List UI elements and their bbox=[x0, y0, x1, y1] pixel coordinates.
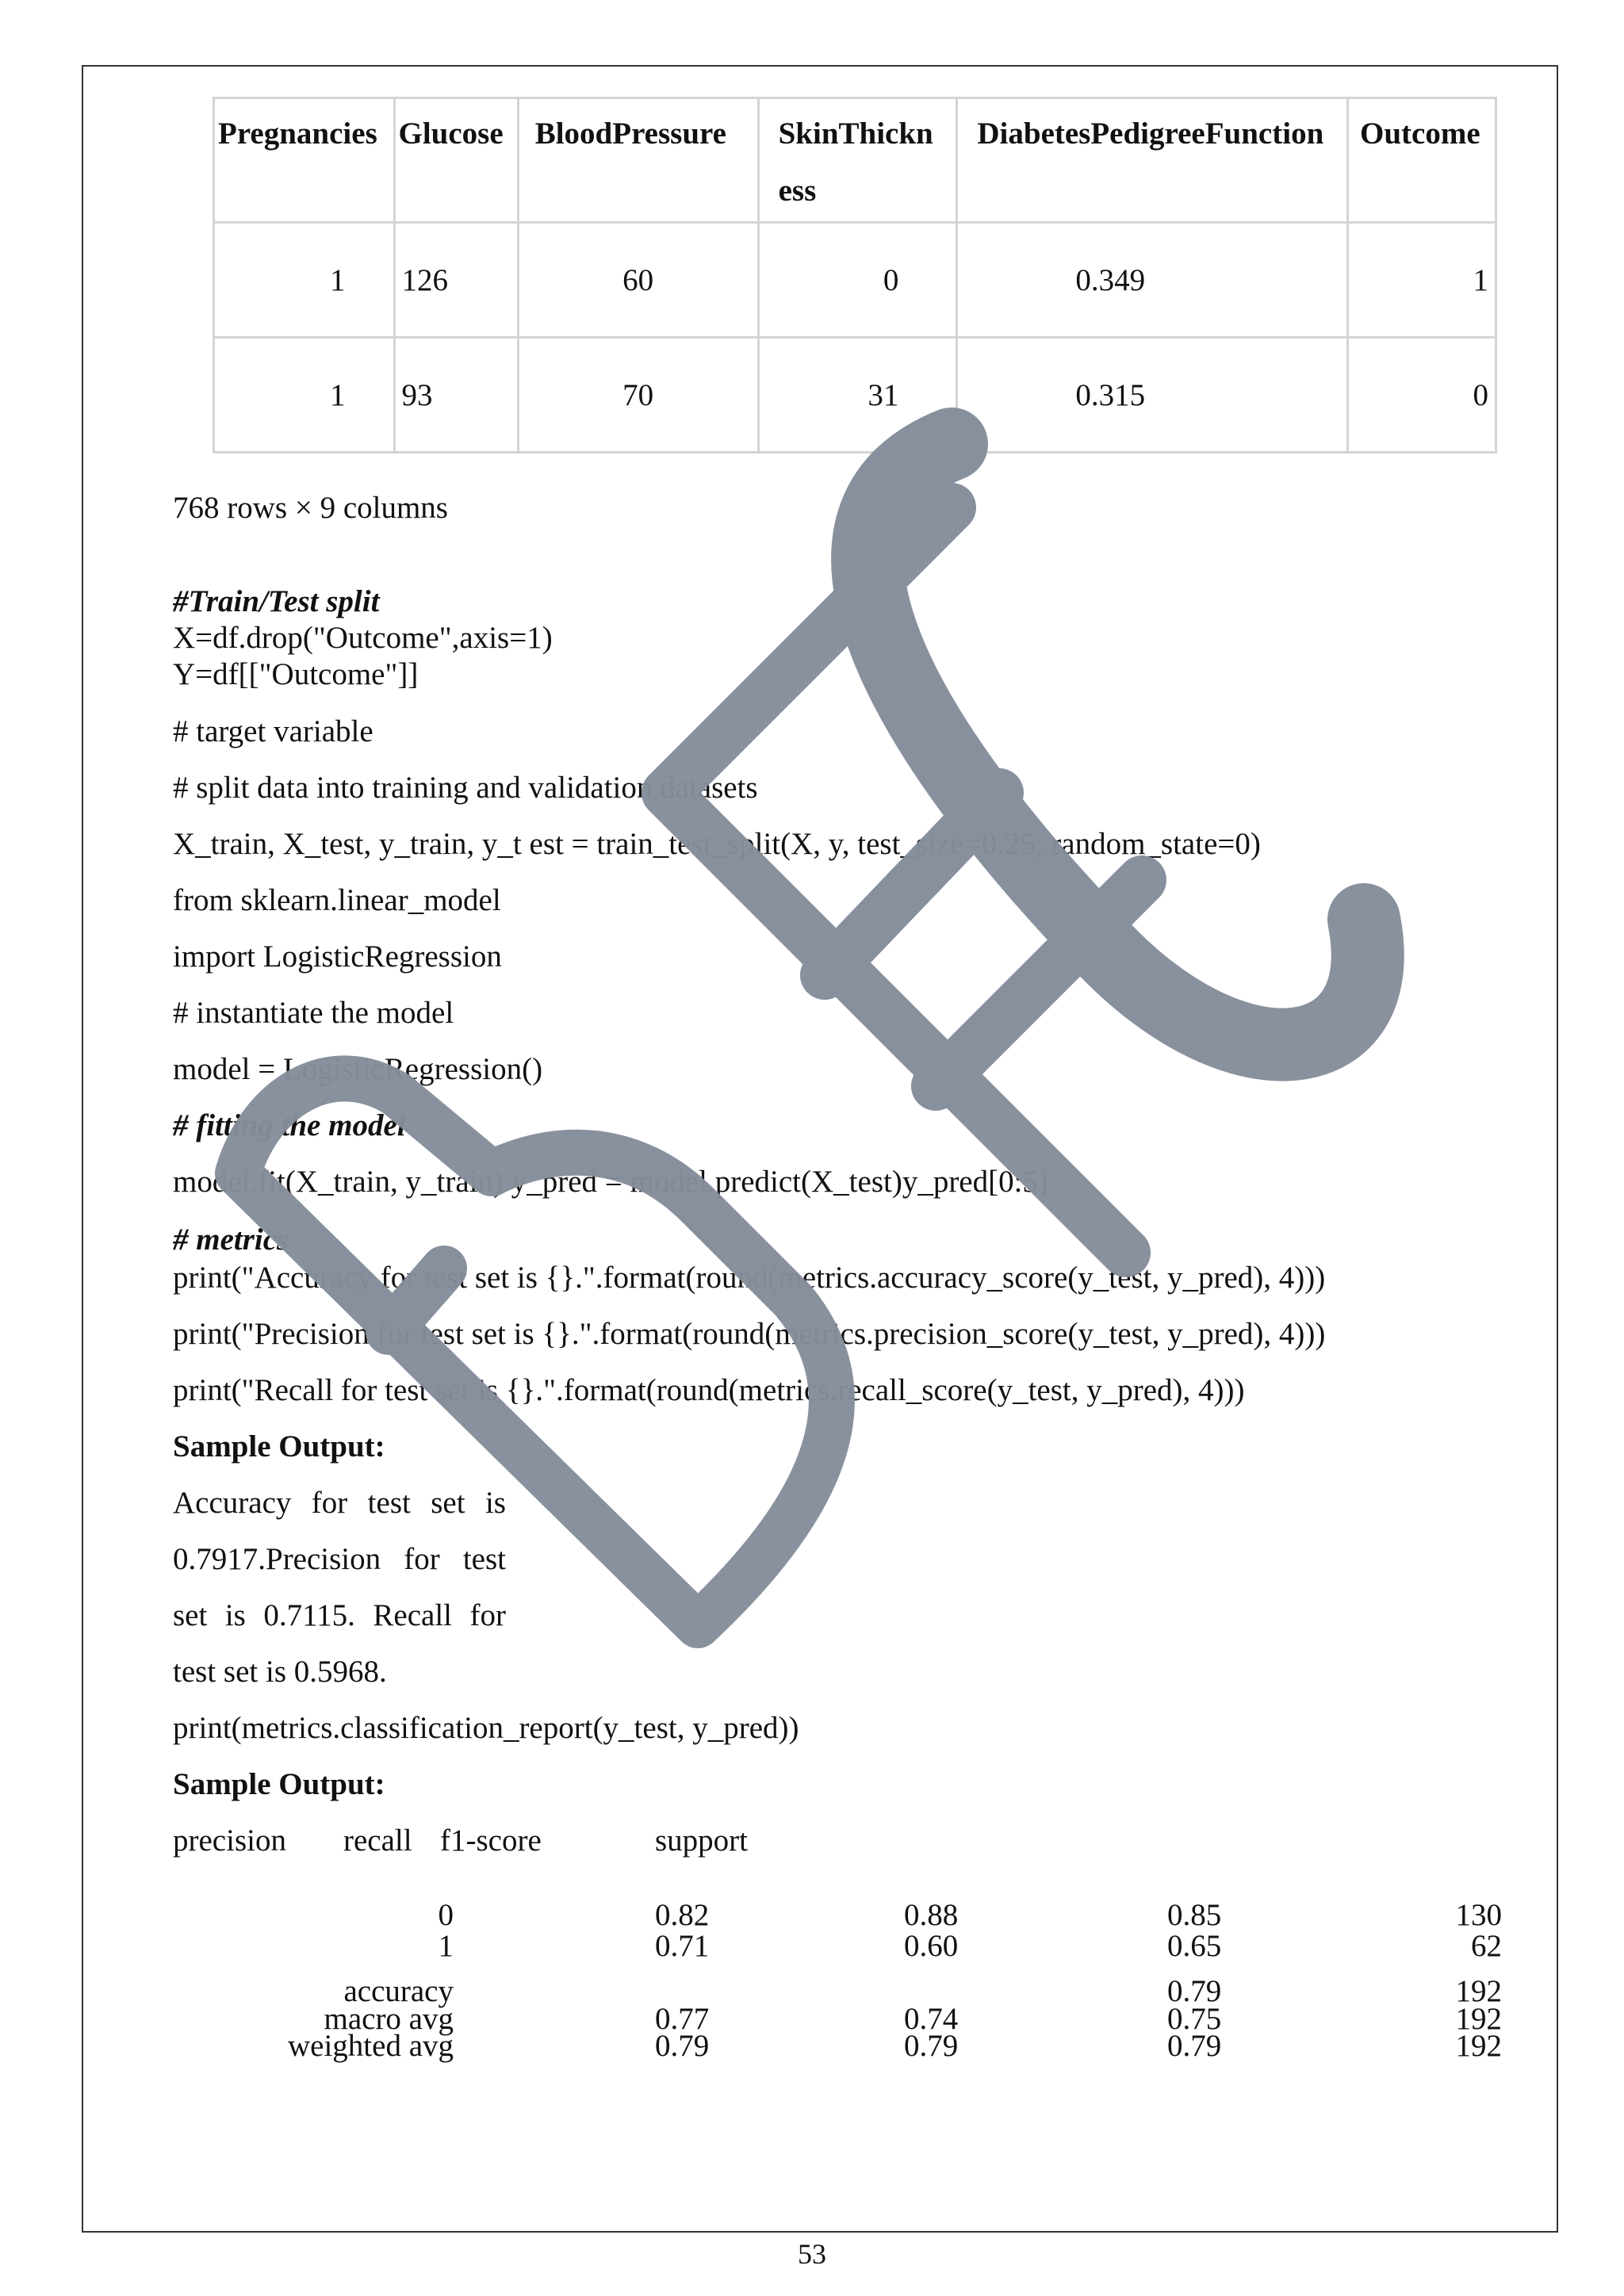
report-label-macro: macro avg bbox=[324, 2002, 454, 2036]
report-f1-macro: 0.75 bbox=[1167, 2002, 1222, 2036]
cell-pregnancies: 1 bbox=[214, 223, 395, 338]
code-print-accuracy: print("Accuracy for test set is {}.".format(round(metrics.accuracy_score(y_test, y_pred), 4))) bbox=[173, 1261, 1326, 1295]
header-skinthickness-part1: SkinThickn bbox=[778, 117, 933, 151]
report-support-1: 62 bbox=[1471, 1929, 1502, 1963]
table-row bbox=[214, 338, 1496, 453]
report-support-weighted: 192 bbox=[1455, 2029, 1502, 2063]
page-number: 53 bbox=[798, 2238, 826, 2270]
table-header-row bbox=[214, 98, 1496, 223]
data-table bbox=[213, 97, 1497, 453]
report-support-0: 130 bbox=[1455, 1898, 1502, 1932]
cell-dpf: 0.349 bbox=[957, 223, 1348, 338]
header-bloodpressure: BloodPressure bbox=[518, 98, 758, 223]
report-precision-macro: 0.77 bbox=[655, 2002, 710, 2036]
table-summary: 768 rows × 9 columns bbox=[173, 491, 448, 525]
code-line-y: Y=df[["Outcome"]] bbox=[173, 657, 419, 691]
report-f1-accuracy: 0.79 bbox=[1167, 1974, 1222, 2008]
report-precision-0: 0.82 bbox=[655, 1898, 710, 1932]
sample-output-heading-1: Sample Output: bbox=[173, 1429, 385, 1464]
header-outcome: Outcome bbox=[1348, 98, 1496, 223]
output-line-4: test set is 0.5968. bbox=[173, 1655, 387, 1689]
output-line-3: set is 0.7115. Recall for bbox=[173, 1598, 506, 1632]
code-model-line: model = LogisticRegression() bbox=[173, 1052, 543, 1086]
report-support-macro: 192 bbox=[1455, 2002, 1502, 2036]
code-print-recall: print("Recall for test set is {}.".format(round(metrics.recall_score(y_test, y_pred), 4))) bbox=[173, 1373, 1245, 1407]
cell-outcome: 1 bbox=[1348, 223, 1496, 338]
report-f1-0: 0.85 bbox=[1167, 1898, 1222, 1932]
report-support-accuracy: 192 bbox=[1455, 1974, 1502, 2008]
header-glucose: Glucose bbox=[394, 98, 518, 223]
report-f1-1: 0.65 bbox=[1167, 1929, 1222, 1963]
train-test-heading: #Train/Test split bbox=[173, 584, 380, 618]
report-recall-macro: 0.74 bbox=[904, 2002, 959, 2036]
report-header-support: support bbox=[655, 1823, 748, 1858]
report-f1-weighted: 0.79 bbox=[1167, 2029, 1222, 2063]
code-print-precision: print("Precision for test set is {}.".format(round(metrics.precision_score(y_test, y_pred), 4))) bbox=[173, 1317, 1326, 1351]
report-precision-1: 0.71 bbox=[655, 1929, 710, 1963]
cell-bloodpressure: 70 bbox=[518, 338, 758, 453]
output-line-2: 0.7917.Precision for test bbox=[173, 1542, 506, 1576]
cell-pregnancies: 1 bbox=[214, 338, 395, 453]
report-label-0: 0 bbox=[438, 1898, 454, 1932]
code-fit-line: model.fit(X_train, y_train) y_pred = model.predict(X_test)y_pred[0:5] bbox=[173, 1165, 1048, 1199]
report-header-precision: precision bbox=[173, 1823, 286, 1858]
fitting-heading: # fitting the model bbox=[173, 1108, 406, 1142]
sample-output-heading-2: Sample Output: bbox=[173, 1767, 385, 1801]
header-dpf: DiabetesPedigreeFunction bbox=[957, 98, 1348, 223]
header-pregnancies: Pregnancies bbox=[214, 98, 395, 223]
cell-outcome: 0 bbox=[1348, 338, 1496, 453]
report-label-weighted: weighted avg bbox=[287, 2029, 454, 2063]
header-skinthickness bbox=[758, 98, 957, 223]
code-line-x: X=df.drop("Outcome",axis=1) bbox=[173, 621, 553, 655]
report-recall-1: 0.60 bbox=[904, 1929, 959, 1963]
cell-skinthickness: 31 bbox=[758, 338, 957, 453]
header-skinthickness-part2: ess bbox=[778, 174, 817, 208]
comment-instantiate: # instantiate the model bbox=[173, 996, 454, 1030]
cell-glucose: 93 bbox=[394, 338, 518, 453]
report-recall-0: 0.88 bbox=[904, 1898, 959, 1932]
cell-skinthickness: 0 bbox=[758, 223, 957, 338]
comment-split: # split data into training and validation datasets bbox=[173, 771, 758, 805]
cell-glucose: 126 bbox=[394, 223, 518, 338]
metrics-heading: # metrics bbox=[173, 1223, 289, 1257]
report-label-1: 1 bbox=[438, 1929, 454, 1963]
code-print-report: print(metrics.classification_report(y_test, y_pred)) bbox=[173, 1711, 799, 1745]
report-recall-weighted: 0.79 bbox=[904, 2029, 959, 2063]
report-header-f1: f1-score bbox=[440, 1823, 542, 1858]
code-split-line: X_train, X_test, y_train, y_t est = train_test_split(X, y, test_size=0.25, random_state=0) bbox=[173, 827, 1261, 861]
table-row bbox=[214, 223, 1496, 338]
code-import-2: import LogisticRegression bbox=[173, 939, 502, 974]
cell-dpf: 0.315 bbox=[957, 338, 1348, 453]
report-precision-weighted: 0.79 bbox=[655, 2029, 710, 2063]
cell-bloodpressure: 60 bbox=[518, 223, 758, 338]
code-import-1: from sklearn.linear_model bbox=[173, 883, 501, 917]
output-line-1: Accuracy for test set is bbox=[173, 1486, 506, 1520]
report-header-recall: recall bbox=[343, 1823, 412, 1858]
comment-target: # target variable bbox=[173, 714, 373, 748]
report-label-accuracy: accuracy bbox=[343, 1974, 454, 2008]
